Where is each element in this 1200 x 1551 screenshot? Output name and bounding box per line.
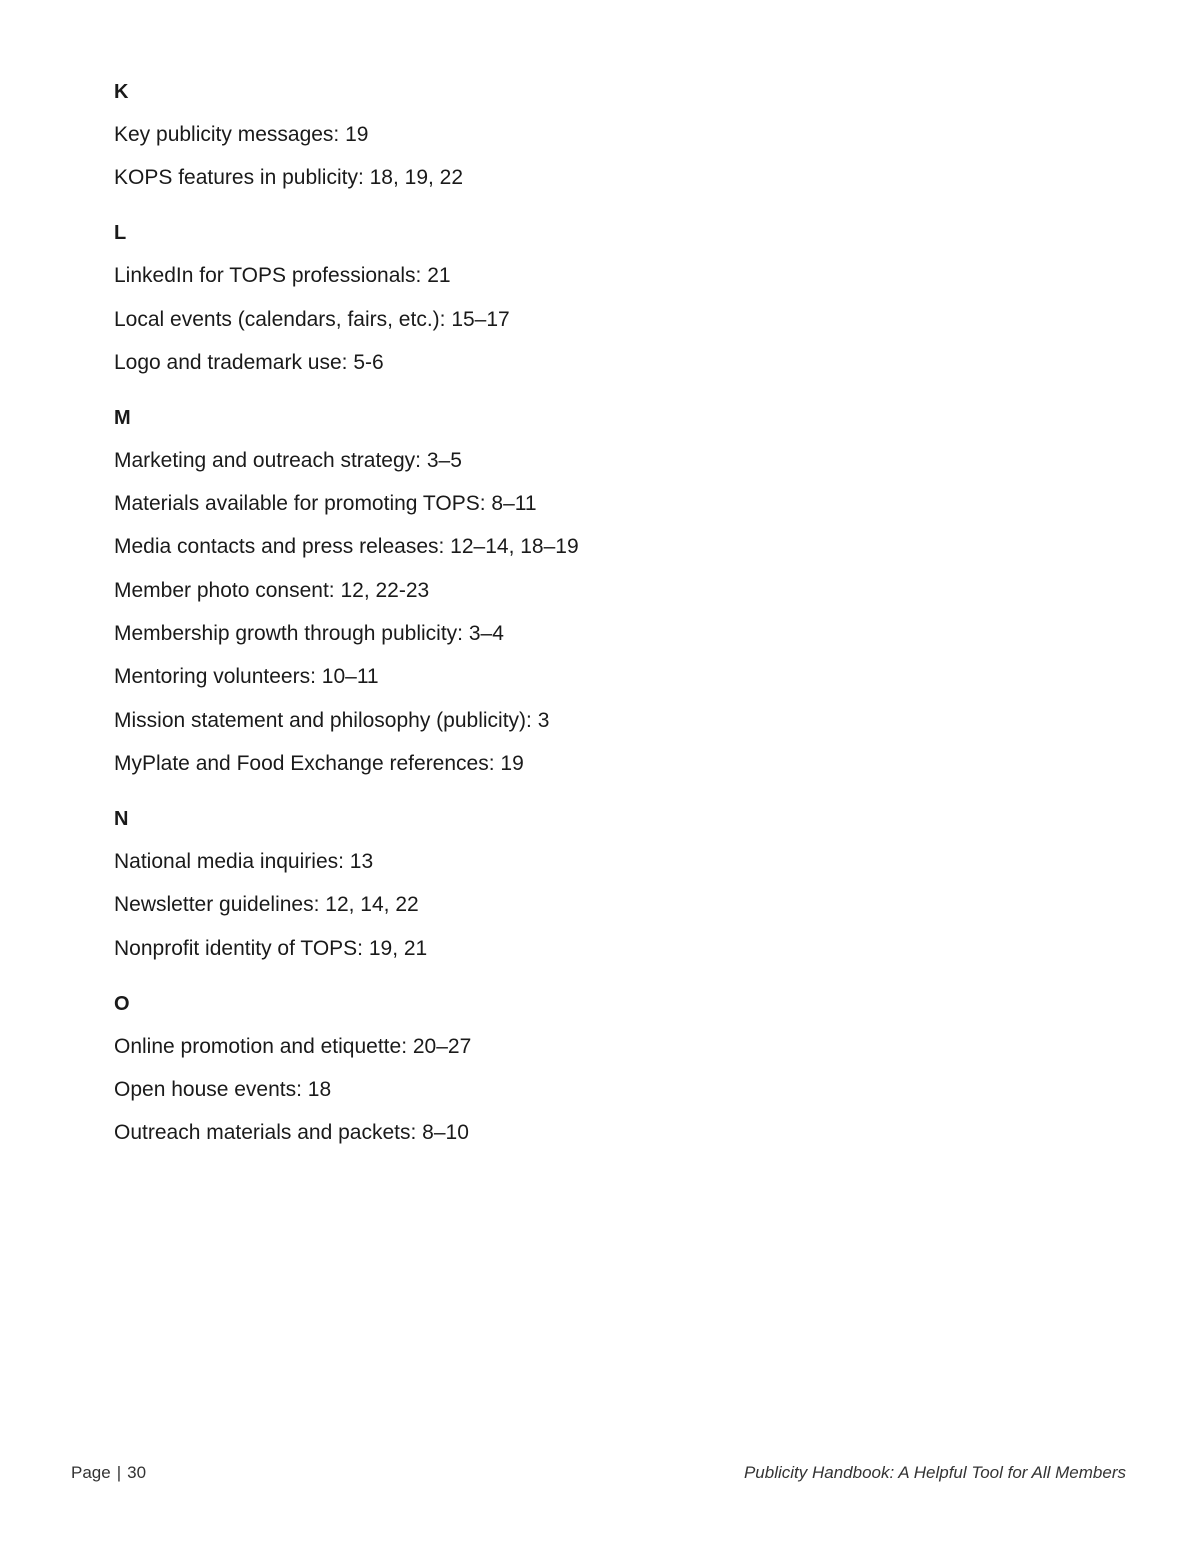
index-entry: Newsletter guidelines: 12, 14, 22 [114,893,419,917]
index-entry: National media inquiries: 13 [114,849,374,873]
index-entry: Mentoring volunteers: 10–11 [114,665,379,689]
index-entry: KOPS features in publicity: 18, 19, 22 [114,166,464,190]
page-footer-number [71,1462,146,1484]
index-entry: Mission statement and philosophy (publicity): 3 [114,708,550,732]
document-title-footer: Publicity Handbook: A Helpful Tool for All Members [743,1463,1126,1482]
index-section-l [114,219,1114,377]
index-entry: Nonprofit identity of TOPS: 19, 21 [114,936,428,960]
index-section-m [114,404,1114,778]
index-entry: Local events (calendars, fairs, etc.): 15–17 [114,307,510,331]
index-section-n [114,805,1114,963]
section-letter: O [114,992,130,1015]
index-entry: Materials available for promoting TOPS: 8–11 [114,492,537,516]
index-entry: Key publicity messages: 19 [114,123,369,146]
index-entry: MyPlate and Food Exchange references: 19 [114,751,524,775]
index-entry: Media contacts and press releases: 12–14, 18–19 [114,535,579,559]
page-label: Page [71,1463,111,1482]
index-section-k [114,78,1114,192]
index-list [114,78,1114,1174]
section-letter: M [114,406,131,429]
index-entry: LinkedIn for TOPS professionals: 21 [114,264,451,288]
page-number: 30 [127,1463,147,1482]
index-entry: Member photo consent: 12, 22-23 [114,578,430,602]
footer-separator: | [116,1463,122,1482]
section-letter: K [114,81,129,103]
index-entry: Online promotion and etiquette: 20–27 [114,1034,472,1058]
index-entry: Marketing and outreach strategy: 3–5 [114,448,462,472]
index-section-o [114,990,1114,1148]
section-letter: N [114,807,129,830]
section-letter: L [114,222,127,245]
index-entry: Membership growth through publicity: 3–4 [114,622,504,646]
index-entry: Logo and trademark use: 5-6 [114,350,384,374]
index-entry: Outreach materials and packets: 8–10 [114,1121,469,1145]
index-entry: Open house events: 18 [114,1077,332,1101]
